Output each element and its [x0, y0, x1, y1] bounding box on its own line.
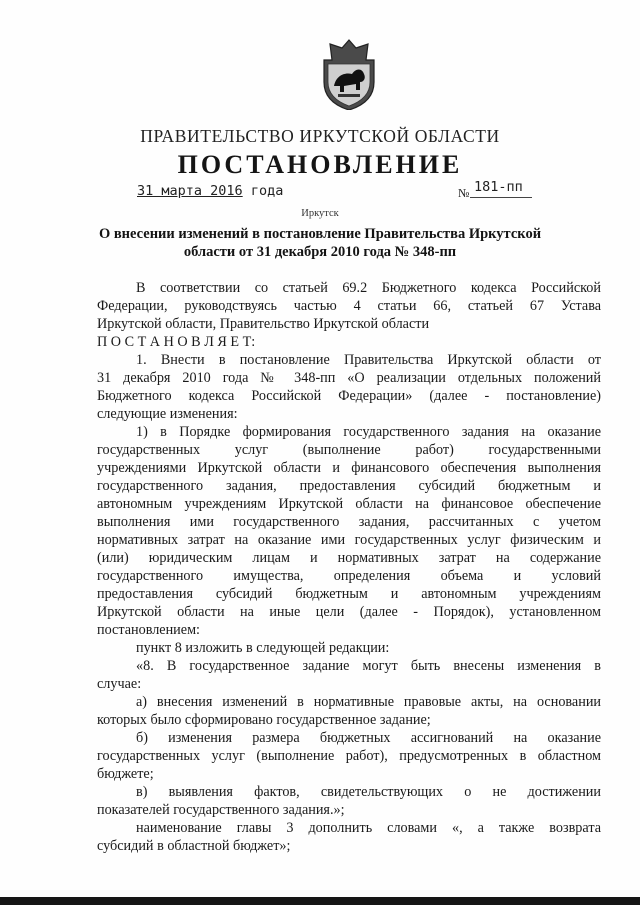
city: Иркутск	[301, 208, 339, 219]
body-line: 1) в Порядке формирования государственного задания на оказание	[136, 424, 601, 440]
date-suffix: года	[250, 183, 284, 199]
scan-bottom-edge	[0, 897, 640, 905]
irkutsk-coat-of-arms-icon	[318, 38, 380, 110]
body-line: случае:	[97, 676, 142, 692]
body-line: выполнения ими государственного задания, рассчитанных с учетом	[97, 514, 601, 530]
document-heading	[80, 225, 560, 261]
body-line: а) внесения изменений в нормативные правовые акты, на основании	[136, 694, 601, 710]
body-line: б) изменения размера бюджетных ассигнований на оказание	[136, 730, 601, 746]
body-line: которых было сформировано государственное задание;	[97, 712, 431, 728]
body-line: государственных услуг (выполнение работ) государственными	[97, 442, 601, 458]
body-line: Иркутской области, Правительство Иркутской области	[97, 316, 430, 332]
heading-line: области от 31 декабря 2010 года № 348-пп	[183, 244, 457, 260]
body-line: бюджете;	[97, 766, 154, 782]
body-line: в) выявления фактов, свидетельствующих о не достижении	[136, 784, 601, 800]
body-line: 1. Внести в постановление Правительства Иркутской области от	[136, 352, 601, 368]
body-line: Бюджетного кодекса Российской Федерации» (далее - постановление)	[97, 388, 601, 404]
body-line: Иркутской области на иные цели (далее - Порядок), установленном	[97, 604, 601, 620]
heading-line: О внесении изменений в постановление Правительства Иркутской	[98, 226, 542, 242]
document-date	[137, 183, 283, 199]
body-line: следующие изменения:	[97, 406, 238, 422]
number-sign: №	[458, 186, 470, 200]
body-line: субсидий в областной бюджет»;	[97, 838, 291, 854]
body-line: наименование главы 3 дополнить словами «, а также возврата	[136, 820, 601, 836]
document-type-title: ПОСТАНОВЛЕНИЕ	[177, 150, 463, 179]
body-line: государственного задания, предоставления субсидий бюджетным и	[97, 478, 601, 494]
body-line: «8. В государственное задание могут быть внесены изменения в	[136, 658, 601, 674]
date-value: 31 марта 2016	[137, 183, 243, 199]
body-line: Федерации, руководствуясь частью 4 статьи 66, статьей 67 Устава	[97, 298, 601, 314]
body-line: автономным учреждениям Иркутской области на финансовое обеспечение	[97, 496, 601, 512]
body-line: показателей государственного задания.»;	[97, 802, 345, 818]
document-number: 181-пп	[474, 179, 523, 195]
number-underline	[470, 197, 532, 198]
government-name: ПРАВИТЕЛЬСТВО ИРКУТСКОЙ ОБЛАСТИ	[140, 126, 500, 146]
body-line: государственных услуг (выполнение работ), предусмотренных в областном	[97, 748, 601, 764]
body-line: 31 декабря 2010 года № 348-пп «О реализации отдельных положений	[97, 370, 601, 386]
body-line: (или) юридическим лицам и нормативных затрат на содержание	[97, 550, 601, 566]
body-line: государственного имущества, определения объема и условий	[97, 568, 601, 584]
body-line: учреждениями Иркутской области и финансового обеспечения выполнения	[97, 460, 601, 476]
body-line: В соответствии со статьей 69.2 Бюджетного кодекса Российской	[136, 280, 601, 296]
body-line: нормативных затрат на оказание ими государственных услуг физическим и	[97, 532, 601, 548]
body-line: пункт 8 изложить в следующей редакции:	[136, 640, 390, 656]
body-line: постановлением:	[97, 622, 200, 638]
resolves-line: П О С Т А Н О В Л Я Е Т:	[97, 334, 256, 350]
body-line: предоставления субсидий бюджетным и автономным учреждениям	[97, 586, 601, 602]
